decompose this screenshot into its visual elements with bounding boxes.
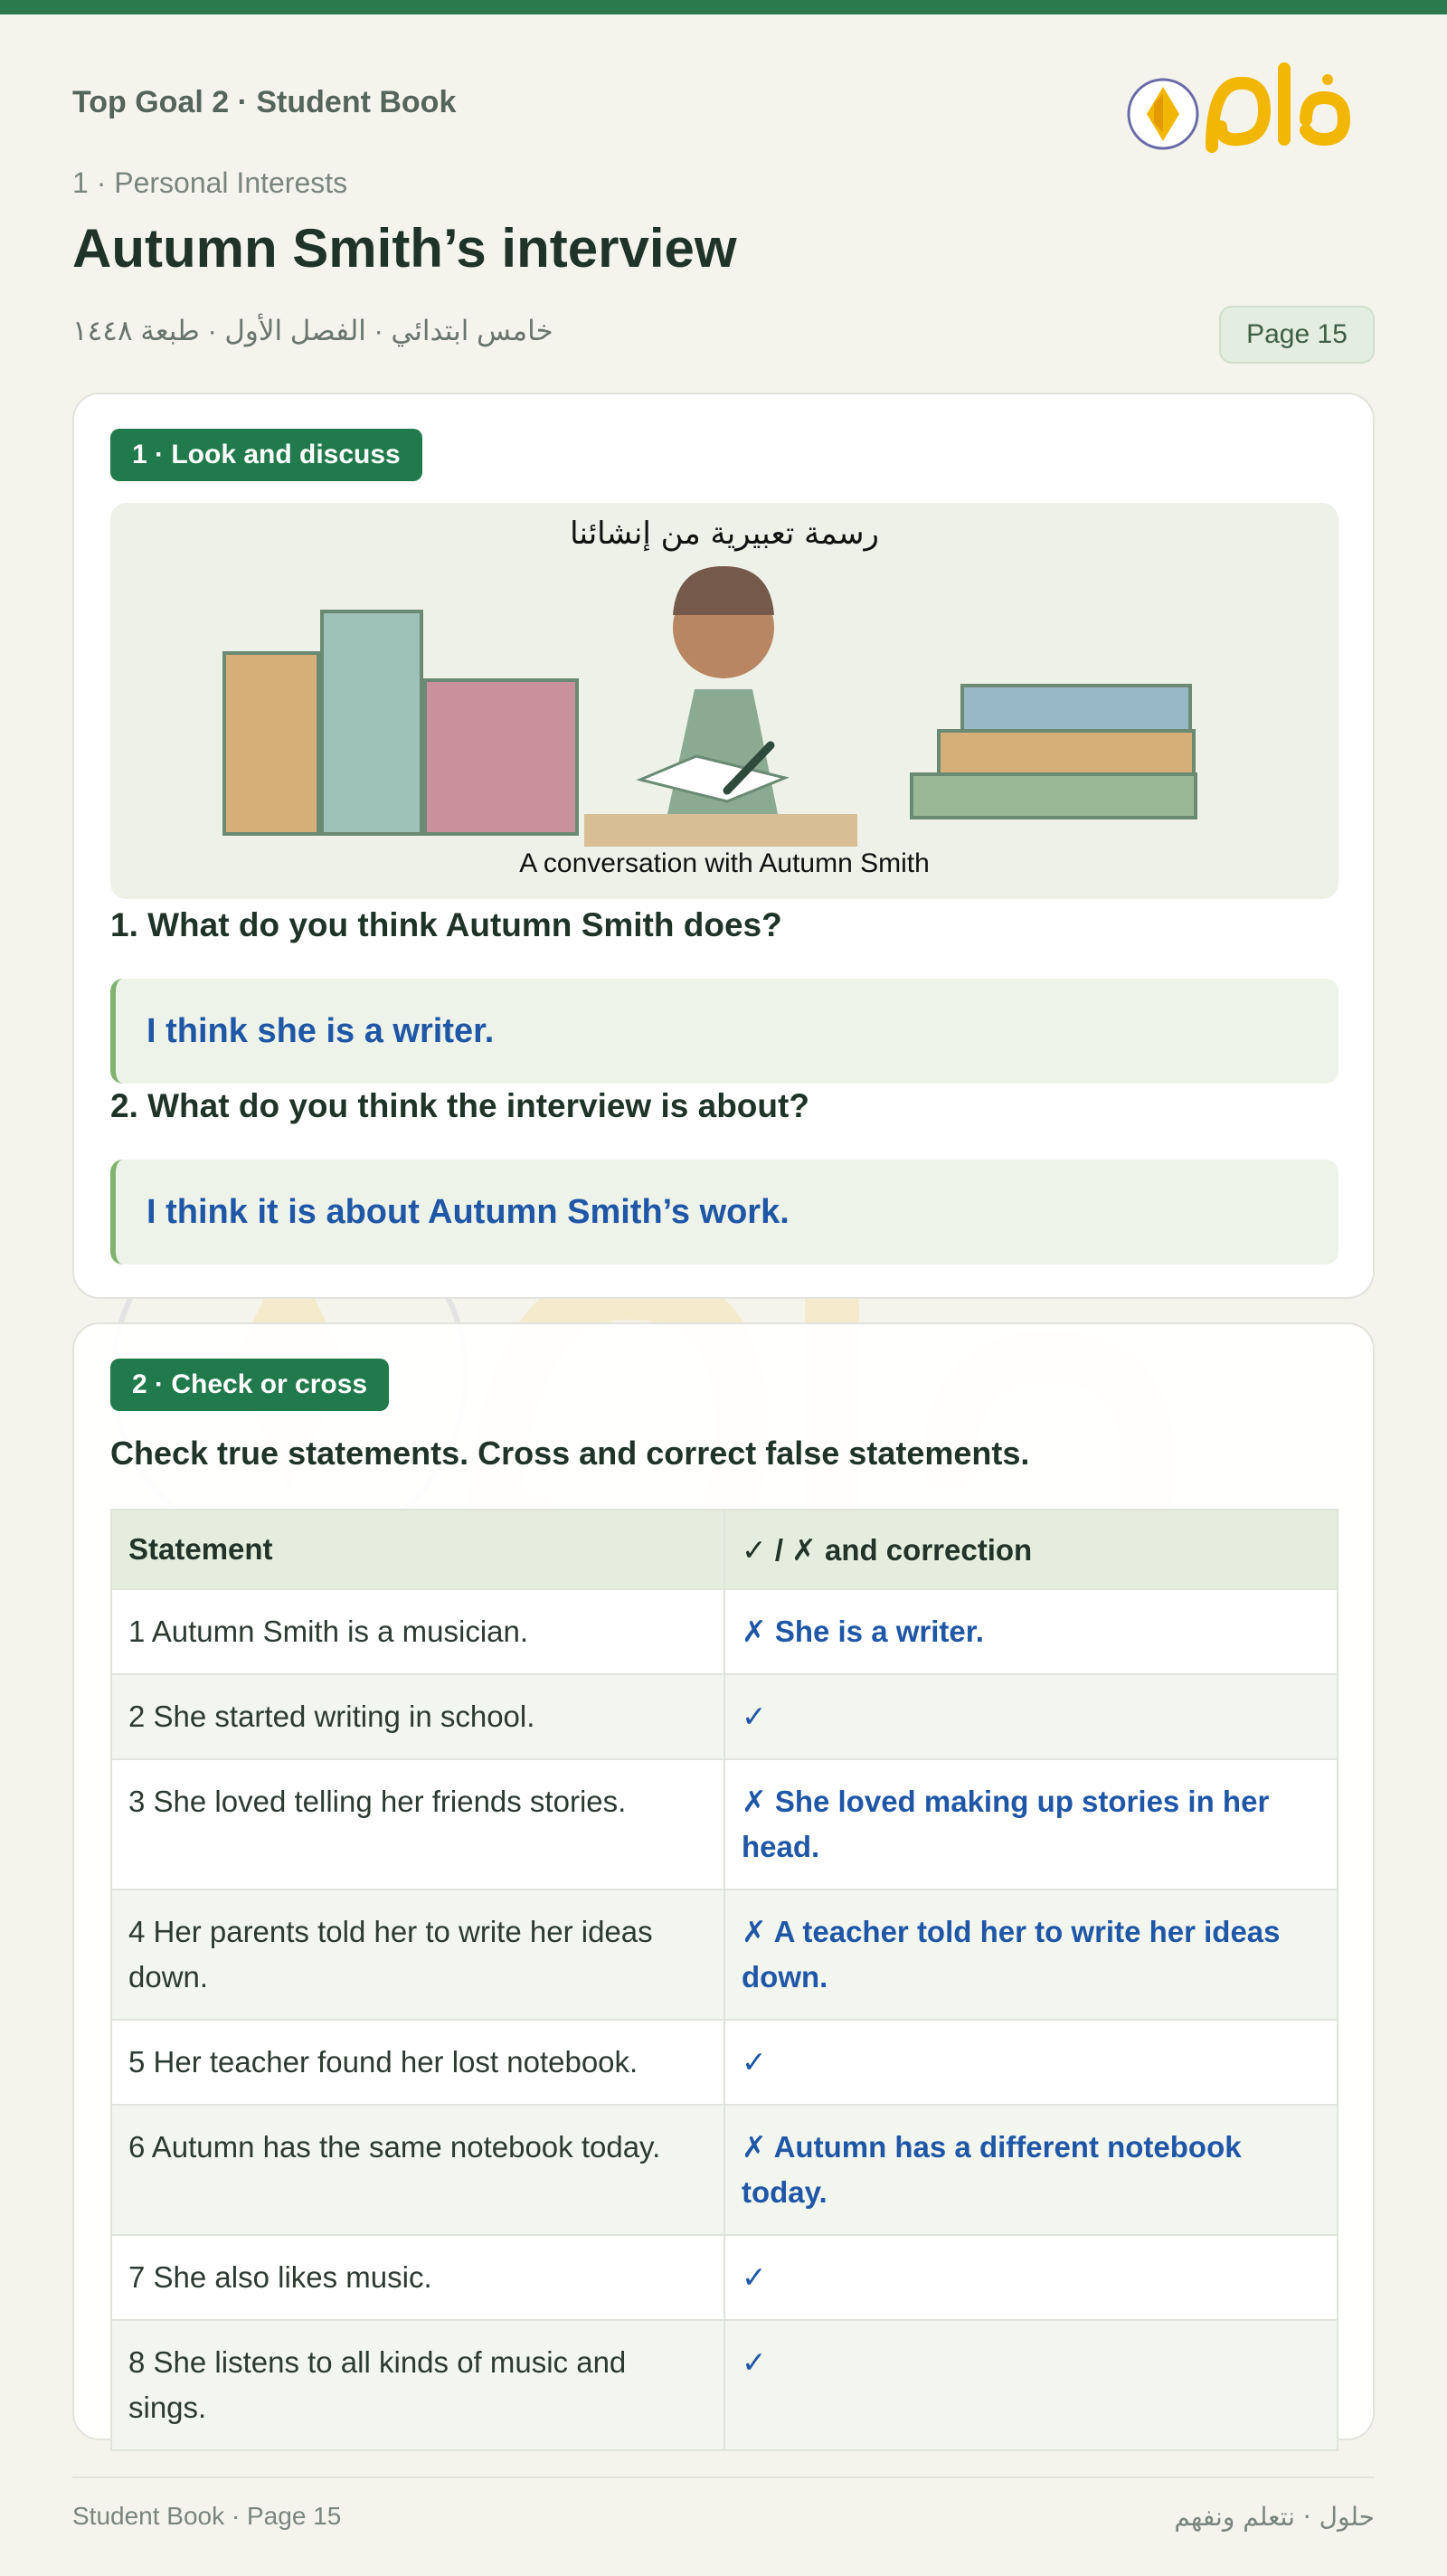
page-number-badge: Page 15 bbox=[1219, 306, 1375, 364]
check-or-cross-card bbox=[72, 1322, 1375, 2440]
statement-cell: 1 Autumn Smith is a musician. bbox=[111, 1589, 724, 1674]
book-title: Top Goal 2 · Student Book bbox=[72, 85, 457, 119]
table-row bbox=[111, 1674, 1338, 1759]
section-badge: 1 · Look and discuss bbox=[110, 429, 422, 481]
statement-cell: 2 She started writing in school. bbox=[111, 1674, 724, 1759]
look-and-discuss-card bbox=[72, 393, 1375, 1299]
table-row bbox=[111, 1889, 1338, 2020]
statements-table bbox=[110, 1509, 1338, 2451]
section-badge: 2 · Check or cross bbox=[110, 1359, 389, 1411]
table-row bbox=[111, 1759, 1338, 1889]
question-1: 1. What do you think Autumn Smith does? bbox=[110, 906, 782, 943]
statement-cell: 8 She listens to all kinds of music and sings. bbox=[111, 2320, 724, 2450]
table-row bbox=[111, 2235, 1338, 2320]
table-row bbox=[111, 2105, 1338, 2235]
correction-cell: ✓ bbox=[724, 2320, 1338, 2450]
top-accent-bar bbox=[0, 0, 1447, 14]
correction-cell: ✗ She is a writer. bbox=[724, 1589, 1338, 1674]
page-header bbox=[72, 54, 1375, 371]
page-title: Autumn Smith’s interview bbox=[72, 218, 737, 279]
table-row bbox=[111, 2020, 1338, 2105]
footer-page-label: Student Book · Page 15 bbox=[72, 2502, 342, 2530]
answer-2: I think it is about Autumn Smith’s work. bbox=[110, 1160, 1338, 1264]
answer-1: I think she is a writer. bbox=[110, 979, 1338, 1084]
table-header-row bbox=[111, 1510, 1338, 1589]
statement-cell: 7 She also likes music. bbox=[111, 2235, 724, 2320]
correction-cell: ✗ Autumn has a different notebook today. bbox=[724, 2105, 1338, 2235]
statement-cell: 5 Her teacher found her lost notebook. bbox=[111, 2020, 724, 2105]
statement-cell: 6 Autumn has the same notebook today. bbox=[111, 2105, 724, 2235]
column-header-statement: Statement bbox=[111, 1510, 724, 1589]
footer-brand-tagline: حلول · نتعلم ونفهم bbox=[1174, 2502, 1375, 2532]
table-row bbox=[111, 1589, 1338, 1674]
illustration-caption: A conversation with Autumn Smith bbox=[519, 848, 930, 878]
question-2: 2. What do you think the interview is about? bbox=[110, 1087, 809, 1124]
illustration-note: رسمة تعبيرية من إنشائنا bbox=[570, 516, 879, 552]
hulul-logo bbox=[1127, 58, 1362, 157]
correction-cell: ✗ A teacher told her to write her ideas down. bbox=[724, 1889, 1338, 2020]
footer-divider bbox=[72, 2477, 1375, 2478]
column-header-correction: ✓ / ✗ and correction bbox=[724, 1510, 1338, 1589]
writer-at-desk-drawing bbox=[110, 503, 1338, 899]
instructions: Check true statements. Cross and correct false statements. bbox=[110, 1435, 1030, 1472]
correction-cell: ✓ bbox=[724, 1674, 1338, 1759]
statement-cell: 3 She loved telling her friends stories. bbox=[111, 1759, 724, 1889]
statement-cell: 4 Her parents told her to write her ideas down. bbox=[111, 1889, 724, 2020]
correction-cell: ✓ bbox=[724, 2235, 1338, 2320]
unit-label: 1 · Personal Interests bbox=[72, 166, 348, 199]
illustration bbox=[110, 503, 1338, 899]
correction-cell: ✓ bbox=[724, 2020, 1338, 2105]
grade-meta: خامس ابتدائي · الفصل الأول · طبعة ١٤٤٨ bbox=[72, 315, 553, 346]
correction-cell: ✗ She loved making up stories in her head. bbox=[724, 1759, 1338, 1889]
table-row bbox=[111, 2320, 1338, 2450]
